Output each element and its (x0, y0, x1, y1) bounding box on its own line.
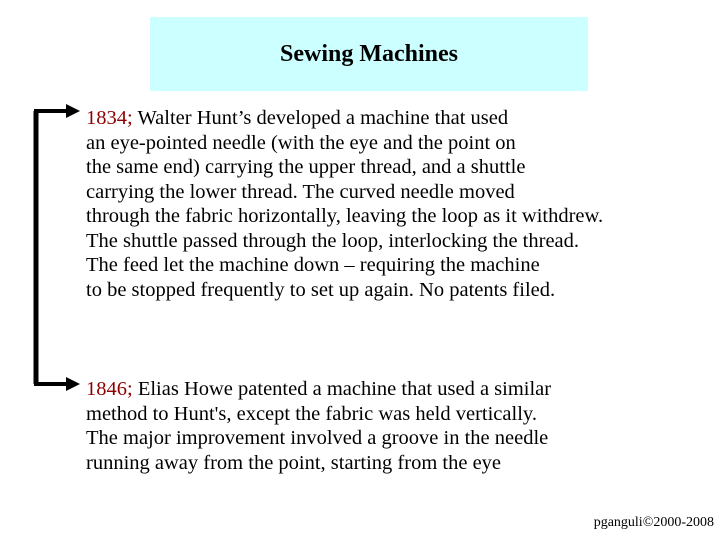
entry-1834 (86, 106, 706, 302)
entry-line: an eye-pointed needle (with the eye and the point on (86, 131, 516, 154)
entry-line: to be stopped frequently to set up again. No patents filed. (86, 278, 556, 301)
copyright-footer: pganguli©2000-2008 (593, 515, 714, 530)
arrow-head-bottom-icon (66, 377, 80, 391)
entry-line: method to Hunt's, except the fabric was held vertically. (86, 402, 537, 425)
entry-1846 (86, 377, 706, 475)
entry-year: 1834; (86, 107, 133, 129)
entry-line: through the fabric horizontally, leaving the loop as it withdrew. (86, 205, 604, 227)
entry-line: The feed let the machine down – requiring the machine (86, 254, 540, 276)
entry-year: 1846; (86, 378, 133, 400)
entry-line: The major improvement involved a groove in the needle (86, 427, 549, 449)
entry-line: running away from the point, starting from the eye (86, 451, 502, 474)
slide-title: Sewing Machines (279, 40, 458, 67)
entry-line (86, 106, 706, 131)
entry-line (86, 377, 706, 402)
entry-line: The shuttle passed through the loop, interlocking the thread. (86, 229, 580, 252)
arrow-head-top-icon (66, 104, 80, 118)
entry-text: Walter Hunt’s developed a machine that used (132, 107, 509, 129)
entry-line: carrying the lower thread. The curved needle moved (86, 180, 515, 203)
entry-line: the same end) carrying the upper thread, and a shuttle (86, 156, 526, 178)
entry-text: Elias Howe patented a machine that used a similar (132, 378, 552, 400)
